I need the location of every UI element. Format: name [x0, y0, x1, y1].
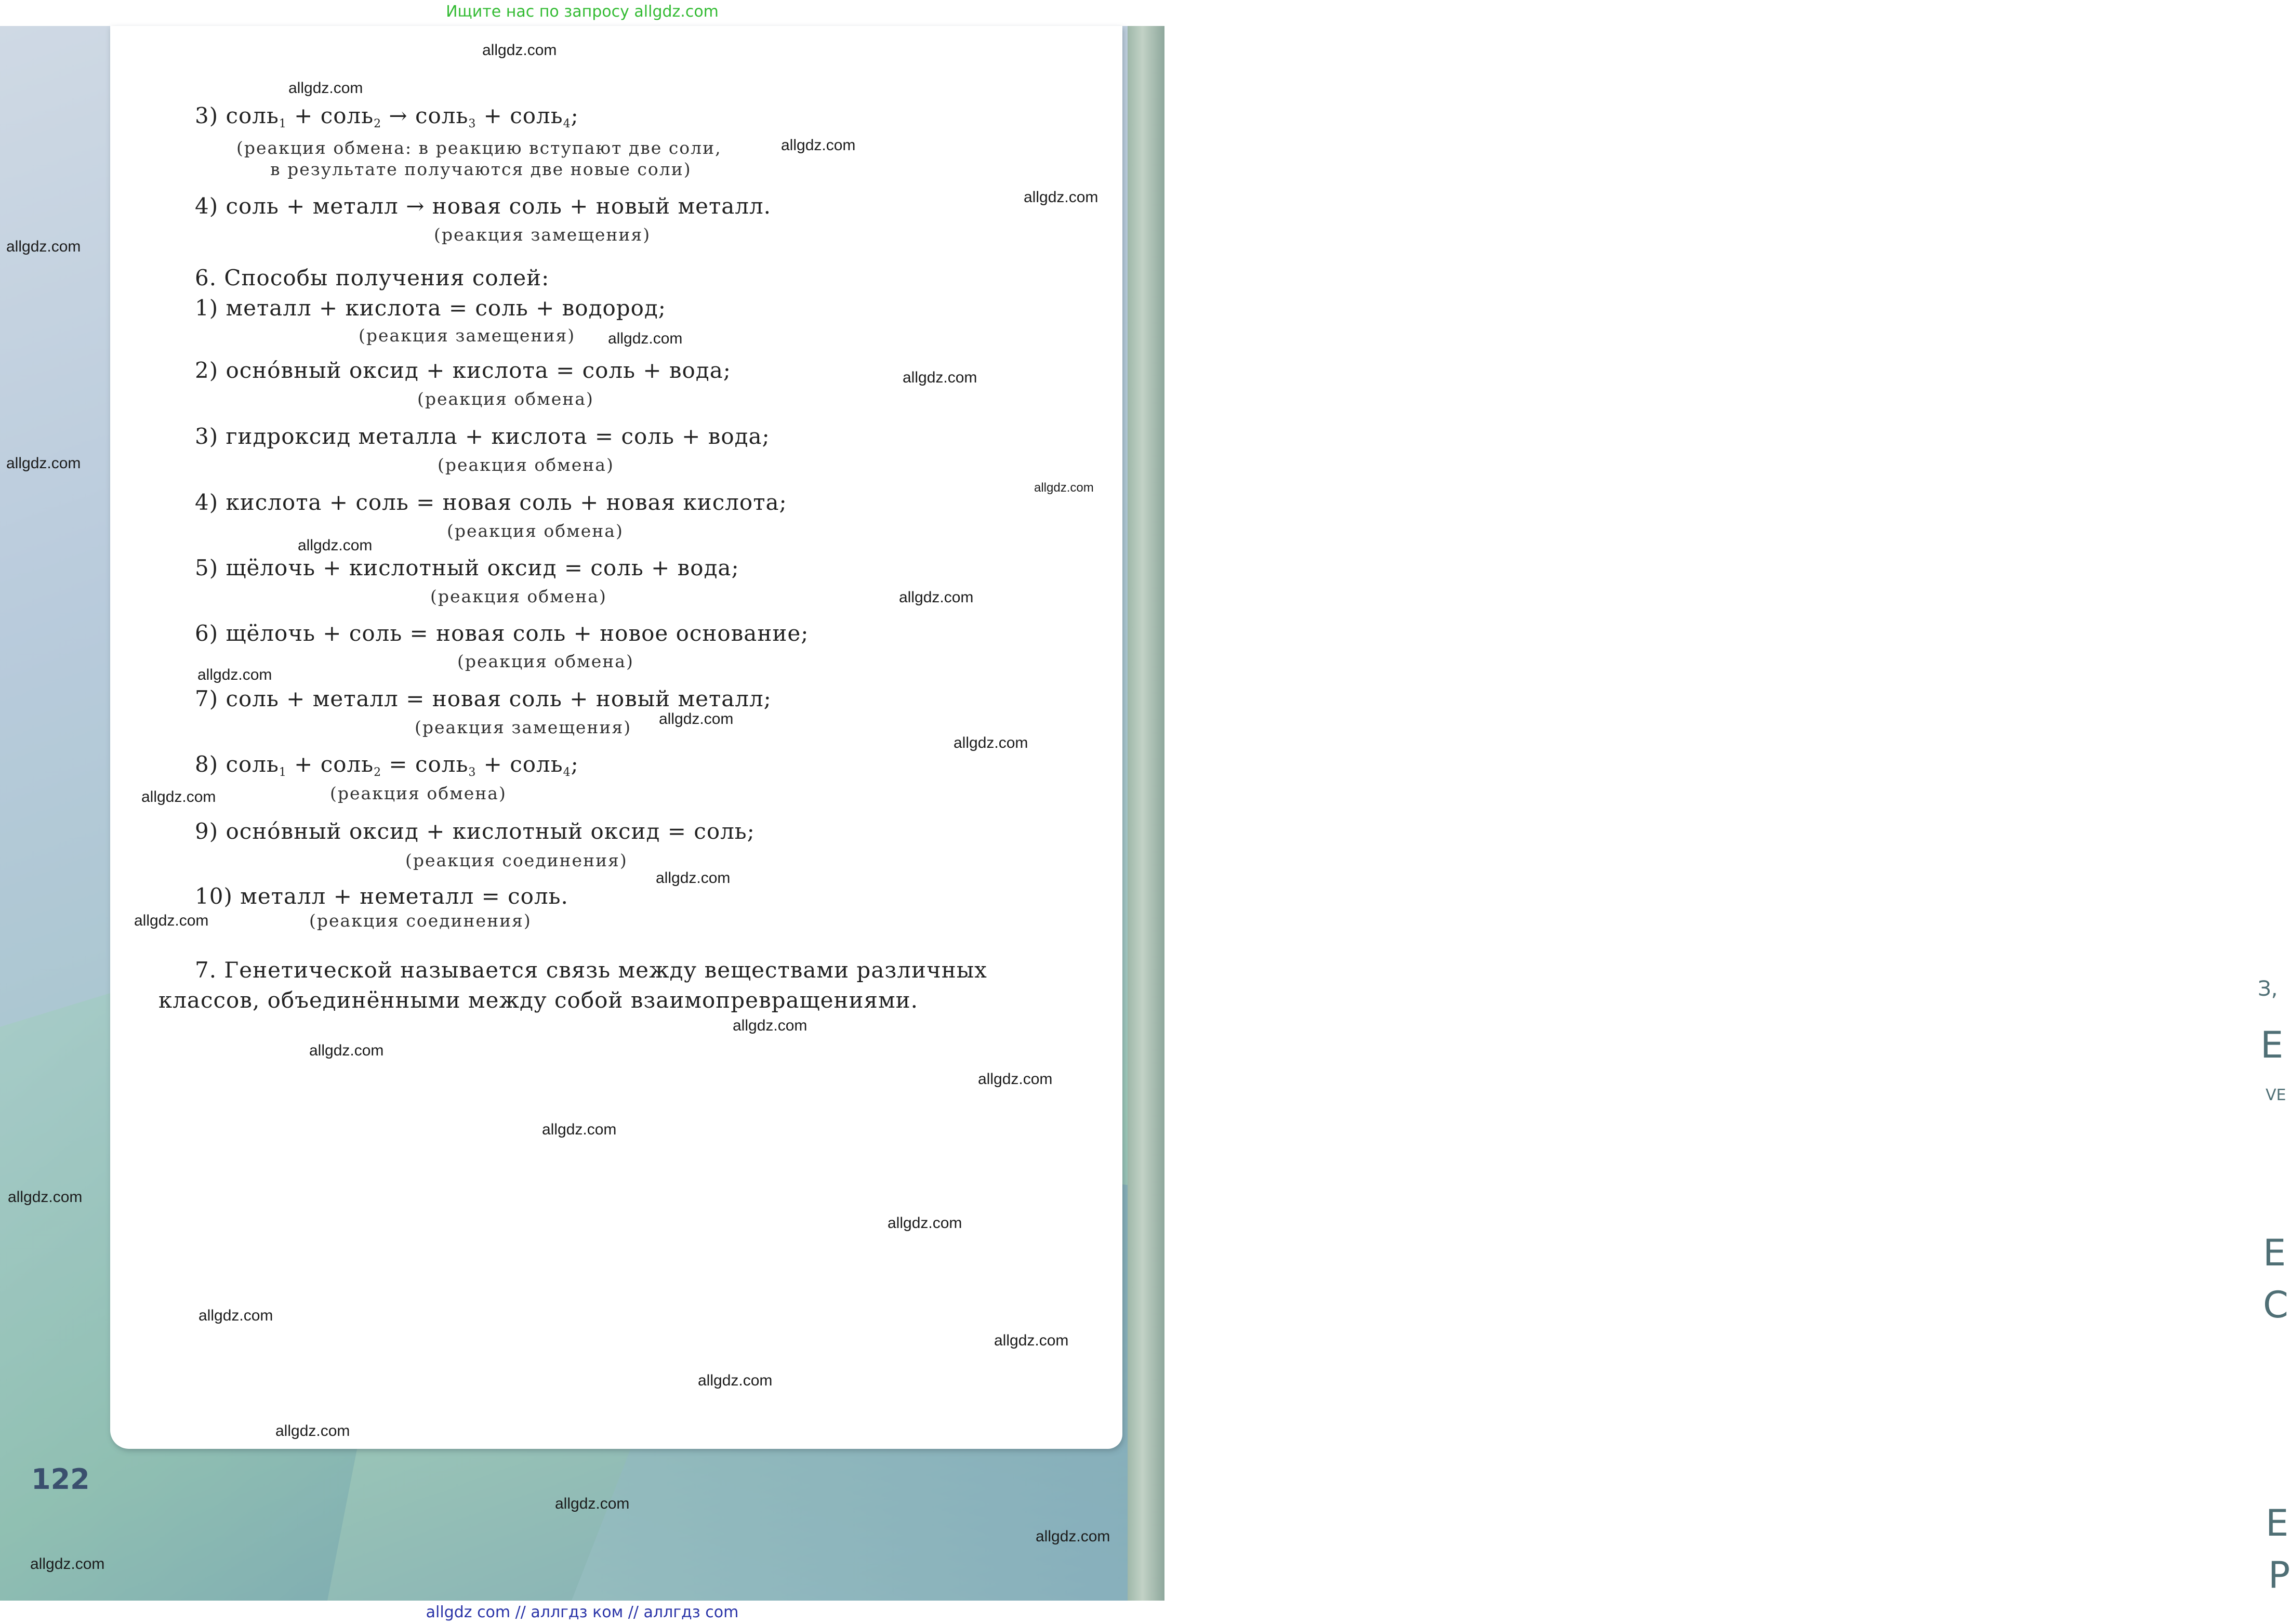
watermark: allgdz.com: [1024, 189, 1098, 206]
watermark: allgdz.com: [659, 710, 734, 728]
watermark: allgdz.com: [1036, 1528, 1110, 1545]
section-7-line: классов, объединёнными между собой взаимопревращениями.: [158, 987, 918, 1013]
watermark: allgdz.com: [608, 330, 683, 347]
watermark: allgdz.com: [733, 1017, 808, 1034]
method-2-note: (реакция обмена): [417, 389, 594, 409]
watermark: allgdz.com: [656, 869, 731, 887]
page-number: 122: [31, 1463, 90, 1496]
watermark: allgdz.com: [978, 1071, 1053, 1088]
salt-reaction-3: 3) соль$_1$ + соль$_2$ → соль$_3$ + соль$_4$;: [195, 103, 579, 130]
method-4-note: (реакция обмена): [447, 521, 624, 541]
watermark: allgdz.com: [198, 1307, 273, 1324]
method-8-note: (реакция обмена): [330, 783, 507, 803]
method-3: 3) гидроксид металла + кислота = соль + вода;: [195, 424, 770, 449]
watermark: allgdz.com: [903, 369, 977, 386]
edge-letter: С: [2263, 1284, 2288, 1326]
watermark: allgdz.com: [1034, 481, 1094, 495]
watermark: allgdz.com: [781, 137, 856, 154]
method-2: 2) осно́вный оксид + кислота = соль + вода;: [195, 358, 731, 383]
watermark: allgdz.com: [888, 1214, 962, 1232]
watermark: allgdz.com: [555, 1495, 630, 1512]
bottom-banner[interactable]: allgdz com // аллгдз ком // аллгдз com: [0, 1601, 1164, 1624]
watermark: allgdz.com: [6, 455, 81, 472]
watermark: allgdz.com: [698, 1372, 773, 1389]
watermark: allgdz.com: [6, 238, 81, 255]
watermark: allgdz.com: [275, 1422, 350, 1440]
top-banner[interactable]: Ищите нас по запросу allgdz.com: [446, 3, 719, 21]
method-4: 4) кислота + соль = новая соль + новая кислота;: [195, 490, 787, 515]
watermark: allgdz.com: [309, 1042, 384, 1059]
method-8: 8) соль$_1$ + соль$_2$ = соль$_3$ + соль$_4$;: [195, 751, 579, 779]
edge-letter: Е: [2266, 1502, 2289, 1544]
method-10-note: (реакция соединения): [309, 910, 532, 931]
method-3-note: (реакция обмена): [438, 455, 614, 475]
watermark: allgdz.com: [8, 1189, 83, 1206]
watermark: allgdz.com: [482, 42, 557, 59]
watermark: allgdz.com: [141, 788, 216, 806]
edge-letter: Е: [2263, 1232, 2286, 1274]
watermark: allgdz.com: [954, 734, 1028, 751]
method-7-note: (реакция замещения): [415, 717, 632, 737]
method-5-note: (реакция обмена): [430, 586, 607, 606]
watermark: allgdz.com: [542, 1121, 617, 1138]
method-6: 6) щёлочь + соль = новая соль + новое основание;: [195, 620, 809, 646]
section-6-title: 6. Способы получения солей:: [195, 265, 550, 291]
edge-letter: З,: [2258, 977, 2278, 1001]
watermark: allgdz.com: [994, 1332, 1069, 1349]
section-7-line: 7. Генетической называется связь между веществами различных: [195, 957, 987, 983]
watermark: allgdz.com: [197, 666, 272, 683]
next-page-edge: [1128, 26, 2290, 1601]
method-9: 9) осно́вный оксид + кислотный оксид = соль;: [195, 818, 755, 844]
method-10: 10) металл + неметалл = соль.: [195, 883, 568, 909]
method-6-note: (реакция обмена): [457, 651, 634, 671]
edge-letter: Е: [2260, 1024, 2284, 1066]
salt-reaction-3-note: (реакция обмена: в реакцию вступают две соли,: [236, 138, 722, 158]
watermark: allgdz.com: [899, 589, 974, 606]
method-1: 1) металл + кислота = соль + водород;: [195, 295, 666, 321]
edge-letter: VE: [2266, 1086, 2286, 1104]
edge-letter: Р: [2268, 1554, 2290, 1596]
watermark: allgdz.com: [134, 912, 209, 929]
method-9-note: (реакция соединения): [405, 850, 628, 870]
salt-reaction-3-note: в результате получаются две новые соли): [270, 159, 692, 179]
watermark: allgdz.com: [298, 537, 373, 554]
method-1-note: (реакция замещения): [359, 325, 576, 346]
salt-reaction-4: 4) соль + металл → новая соль + новый металл.: [195, 193, 772, 219]
method-5: 5) щёлочь + кислотный оксид = соль + вода;: [195, 555, 739, 580]
method-7: 7) соль + металл = новая соль + новый металл;: [195, 686, 772, 711]
watermark: allgdz.com: [288, 80, 363, 97]
watermark: allgdz.com: [30, 1555, 105, 1573]
salt-reaction-4-note: (реакция замещения): [434, 225, 651, 245]
